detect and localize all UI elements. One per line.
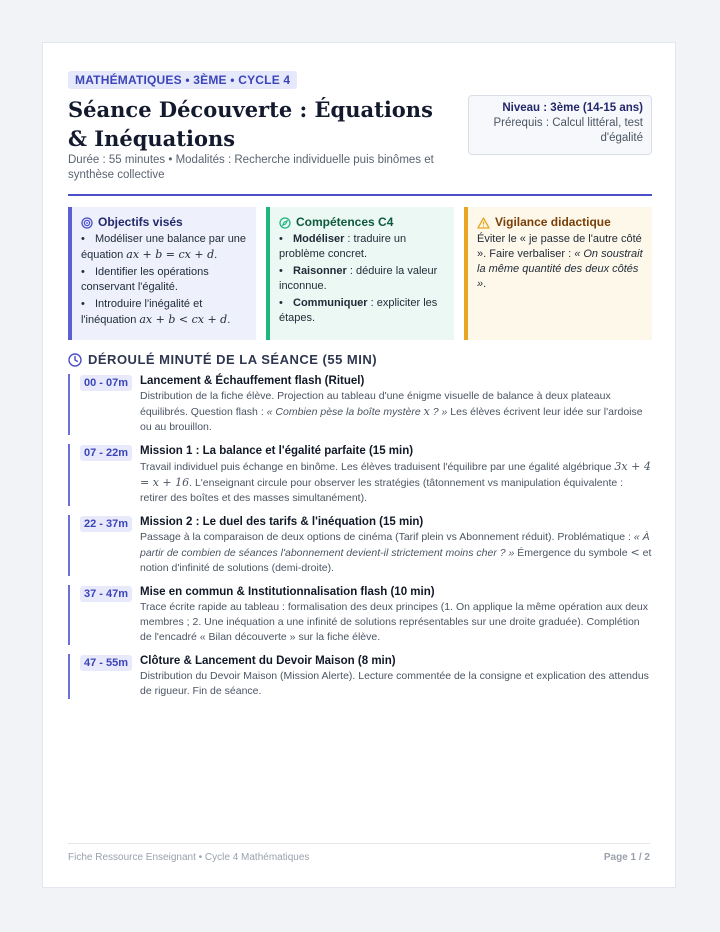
section-heading: [68, 352, 652, 367]
page-footer: [68, 843, 650, 863]
list-item: • Communiquer : expliciter les étapes.: [279, 297, 438, 324]
vigilance-title: Vigilance didactique: [495, 215, 611, 229]
step-description: Travail individuel puis échange en binôme. Les élèves traduisent l'équilibre par une égalité algébrique 3x + 4 = x + 16. L'enseignant circule pour observer les stratégies (tâtonnement vs manipulation équivalente : retirer des boîtes et des masses simultanément).: [140, 460, 651, 504]
skills-card: [266, 207, 454, 340]
clock-icon: [68, 353, 82, 367]
objectives-title: Objectifs visés: [98, 215, 183, 229]
step-title: Mise en commun & Institutionnalisation flash (10 min): [140, 586, 435, 598]
header-divider: [68, 194, 652, 196]
timeline-step: [68, 374, 652, 435]
step-description: Distribution du Devoir Maison (Mission Alerte). Lecture commentée de la consigne et explication des attendus de rigueur. Fin de séance.: [140, 670, 649, 697]
step-description: Passage à la comparaison de deux options de cinéma (Tarif plein vs Abonnement réduit). Problématique : « À partir de combien de séances l'abonnement devient-il strictement moins cher ? » Émergence du symbole < et notion d'infinité de solutions (demi-droite).: [140, 531, 652, 574]
list-item: • Introduire l'inégalité et l'inéquation ax + b < cx + d.: [81, 298, 231, 326]
list-item: • Identifier les opérations conservant l'égalité.: [81, 266, 209, 293]
step-time: 47 - 55m: [80, 655, 132, 671]
section-title: DÉROULÉ MINUTÉ DE LA SÉANCE (55 MIN): [88, 352, 378, 367]
step-time: 22 - 37m: [80, 516, 132, 532]
target-icon: [81, 217, 93, 229]
compass-icon: [279, 217, 291, 229]
timeline-step: [68, 654, 652, 699]
level-box: [468, 95, 652, 155]
footer-label: Fiche Ressource Enseignant • Cycle 4 Mathématiques: [68, 852, 310, 863]
timeline-step: [68, 444, 652, 506]
step-title: Clôture & Lancement du Devoir Maison (8 min): [140, 655, 396, 667]
vigilance-text: Éviter le « je passe de l'autre côté ». Faire verbaliser : « On soustrait la même quantité des deux côtés ».: [477, 233, 643, 290]
vigilance-card: [464, 207, 652, 340]
step-description: Distribution de la fiche élève. Projection au tableau d'une énigme visuelle de balance à deux plateaux équilibrés. Question flash : « Combien pèse la boîte mystère x ? » Les élèves écrivent leur idée sur l'ardoise ou au brouillon.: [140, 390, 643, 433]
warning-icon: [477, 217, 490, 229]
subject-tag: MATHÉMATIQUES • 3ÈME • CYCLE 4: [68, 71, 297, 89]
list-item: • Modéliser : traduire un problème concret.: [279, 233, 407, 260]
timeline-step: [68, 515, 652, 576]
timeline: [68, 374, 652, 699]
step-title: Mission 1 : La balance et l'égalité parfaite (15 min): [140, 445, 414, 457]
list-item: • Raisonner : déduire la valeur inconnue.: [279, 265, 438, 292]
document-page: [42, 42, 676, 888]
step-title: Mission 2 : Le duel des tarifs & l'inéquation (15 min): [140, 516, 424, 528]
objectives-card: [68, 207, 256, 340]
skills-title: Compétences C4: [296, 215, 394, 229]
timeline-step: [68, 585, 652, 645]
page-subtitle: Durée : 55 minutes • Modalités : Recherche individuelle puis binômes et synthèse collective: [68, 154, 434, 181]
page-number: Page 1 / 2: [603, 852, 650, 863]
prerequisites: Prérequis : Calcul littéral, test d'égalité: [493, 117, 643, 144]
step-time: 37 - 47m: [80, 586, 132, 602]
list-item: • Modéliser une balance par une équation ax + b = cx + d.: [81, 233, 247, 261]
level-label: Niveau : 3ème (14-15 ans): [502, 102, 643, 114]
step-title: Lancement & Échauffement flash (Rituel): [140, 375, 365, 387]
step-description: Trace écrite rapide au tableau : formalisation des deux principes (1. On applique la même opération aux deux membres ; 2. Une inéquation a une infinité de solutions représentables sur une droite graduée). Complétion de l'encadré « Bilan découverte » sur la fiche élève.: [140, 601, 648, 643]
step-time: 07 - 22m: [80, 445, 132, 461]
step-time: 00 - 07m: [80, 375, 132, 391]
page-title: Séance Découverte : Équations & Inéquations: [68, 97, 433, 151]
